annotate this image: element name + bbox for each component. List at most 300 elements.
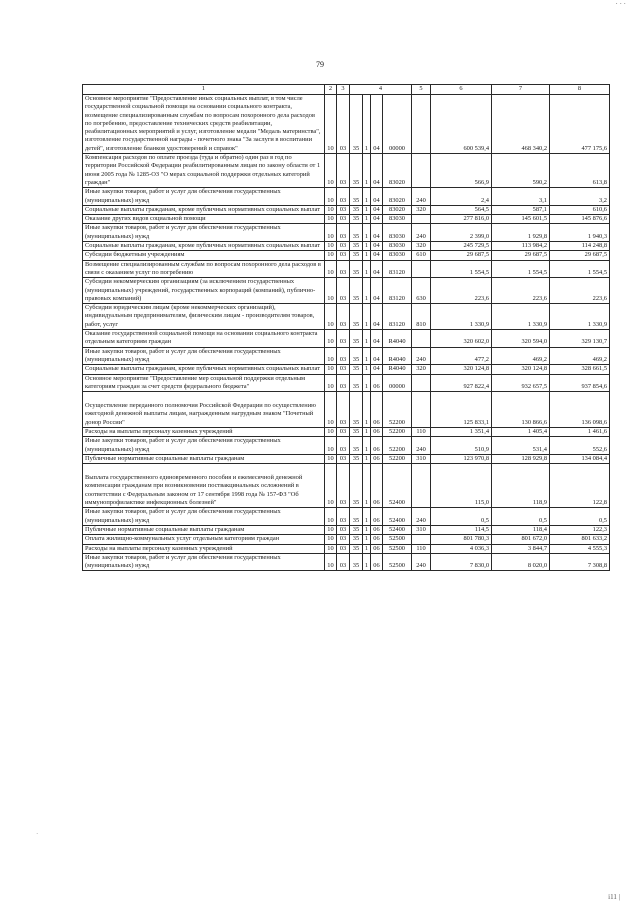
code-program: 35 (350, 544, 363, 553)
code-expense-type: 310 (412, 454, 431, 463)
code-subsection: 03 (337, 154, 350, 188)
code-event: 06 (371, 374, 383, 392)
code-subprogram: 1 (363, 95, 371, 154)
code-section: 10 (325, 278, 337, 304)
code-subsection: 03 (337, 205, 350, 214)
value-year-2: 118,9 (492, 464, 550, 508)
value-year-2: 932 657,5 (492, 374, 550, 392)
row-name: Оказание государственной социальной помощи на основании социального контракта отдельным категориям граждан (83, 330, 325, 348)
footer-mark: i11 | (608, 893, 620, 901)
page-number: 79 (316, 60, 324, 69)
value-year-3: 329 130,7 (550, 330, 610, 348)
code-direction: 00000 (383, 374, 412, 392)
code-subprogram: 1 (363, 508, 371, 526)
code-subsection: 03 (337, 304, 350, 330)
value-year-2: 1 405,4 (492, 427, 550, 436)
code-section: 10 (325, 330, 337, 348)
value-year-1: 1 330,9 (431, 304, 492, 330)
value-year-2: 223,6 (492, 278, 550, 304)
table-row (83, 224, 610, 242)
code-expense-type (412, 535, 431, 544)
header-col-8: 8 (550, 85, 610, 95)
row-name: Иные закупки товаров, работ и услуг для обеспечения государственных (муниципальных) нужд (83, 188, 325, 206)
code-direction: 83020 (383, 154, 412, 188)
code-event: 04 (371, 242, 383, 251)
code-section: 10 (325, 365, 337, 374)
code-subsection: 03 (337, 347, 350, 365)
header-col-7: 7 (492, 85, 550, 95)
code-program: 35 (350, 278, 363, 304)
code-expense-type (412, 260, 431, 278)
value-year-2: 130 866,6 (492, 392, 550, 428)
table-row (83, 95, 610, 154)
code-expense-type: 320 (412, 242, 431, 251)
code-expense-type: 240 (412, 347, 431, 365)
code-event: 04 (371, 95, 383, 154)
code-expense-type: 240 (412, 224, 431, 242)
code-event: 04 (371, 260, 383, 278)
code-event: 06 (371, 508, 383, 526)
table-row (83, 154, 610, 188)
code-subprogram: 1 (363, 427, 371, 436)
code-section: 10 (325, 154, 337, 188)
value-year-2: 118,4 (492, 525, 550, 534)
code-expense-type: 630 (412, 278, 431, 304)
table-row (83, 374, 610, 392)
code-subprogram: 1 (363, 454, 371, 463)
value-year-2: 320 594,0 (492, 330, 550, 348)
code-event: 04 (371, 224, 383, 242)
code-section: 10 (325, 95, 337, 154)
code-subsection: 03 (337, 260, 350, 278)
value-year-1: 2,4 (431, 188, 492, 206)
code-direction: 83030 (383, 242, 412, 251)
code-subsection: 03 (337, 242, 350, 251)
table-row (83, 427, 610, 436)
code-subprogram: 1 (363, 330, 371, 348)
row-name: Основное мероприятие "Предоставление мер социальной поддержки отдельным категориям граждан за счет средств федерального бюджета" (83, 374, 325, 392)
code-expense-type: 310 (412, 525, 431, 534)
code-program: 35 (350, 464, 363, 508)
table-header-row (83, 85, 610, 95)
code-program: 35 (350, 535, 363, 544)
code-expense-type (412, 392, 431, 428)
header-col-1: 1 (83, 85, 325, 95)
code-program: 35 (350, 392, 363, 428)
value-year-3: 801 633,2 (550, 535, 610, 544)
code-subsection: 03 (337, 224, 350, 242)
table-row (83, 544, 610, 553)
value-year-1: 2 399,0 (431, 224, 492, 242)
code-subprogram: 1 (363, 544, 371, 553)
value-year-3: 136 098,6 (550, 392, 610, 428)
table-row (83, 188, 610, 206)
value-year-1: 566,9 (431, 154, 492, 188)
value-year-2: 1 330,9 (492, 304, 550, 330)
code-section: 10 (325, 535, 337, 544)
code-subsection: 03 (337, 464, 350, 508)
value-year-1: 510,9 (431, 437, 492, 455)
value-year-3: 328 661,5 (550, 365, 610, 374)
value-year-1: 115,0 (431, 464, 492, 508)
value-year-3: 145 876,6 (550, 215, 610, 224)
table-row (83, 437, 610, 455)
code-program: 35 (350, 215, 363, 224)
code-event: 06 (371, 544, 383, 553)
code-event: 04 (371, 278, 383, 304)
code-expense-type: 240 (412, 437, 431, 455)
code-section: 10 (325, 392, 337, 428)
code-section: 10 (325, 347, 337, 365)
table-row (83, 304, 610, 330)
code-subsection: 03 (337, 278, 350, 304)
value-year-2: 29 687,5 (492, 251, 550, 260)
code-program: 35 (350, 347, 363, 365)
code-subsection: 03 (337, 544, 350, 553)
code-expense-type: 240 (412, 553, 431, 571)
code-program: 35 (350, 188, 363, 206)
table-row (83, 278, 610, 304)
value-year-2: 128 929,8 (492, 454, 550, 463)
code-direction: 52400 (383, 508, 412, 526)
table-row (83, 454, 610, 463)
code-expense-type: 240 (412, 188, 431, 206)
code-event: 06 (371, 464, 383, 508)
code-program: 35 (350, 95, 363, 154)
row-name: Социальные выплаты гражданам, кроме публичных нормативных социальных выплат (83, 205, 325, 214)
corner-mark: · · · (615, 0, 626, 8)
row-name: Расходы на выплаты персоналу казенных учреждений (83, 427, 325, 436)
code-program: 35 (350, 454, 363, 463)
code-direction: 52400 (383, 525, 412, 534)
code-section: 10 (325, 242, 337, 251)
header-col-2: 2 (325, 85, 337, 95)
code-subprogram: 1 (363, 304, 371, 330)
value-year-1: 29 687,5 (431, 251, 492, 260)
code-program: 35 (350, 437, 363, 455)
code-subprogram: 1 (363, 553, 371, 571)
value-year-3: 1 940,3 (550, 224, 610, 242)
code-expense-type: 320 (412, 365, 431, 374)
code-section: 10 (325, 553, 337, 571)
table-body (83, 95, 610, 571)
row-name: Возмещение специализированным службам по вопросам похоронного дела расходов в связи с оказанием услуг по погребению (83, 260, 325, 278)
code-program: 35 (350, 242, 363, 251)
code-section: 10 (325, 454, 337, 463)
table-row (83, 260, 610, 278)
code-event: 06 (371, 525, 383, 534)
value-year-3: 122,3 (550, 525, 610, 534)
table-row (83, 535, 610, 544)
table-row (83, 205, 610, 214)
value-year-3: 223,6 (550, 278, 610, 304)
table-row (83, 508, 610, 526)
value-year-1: 114,5 (431, 525, 492, 534)
value-year-1: 0,5 (431, 508, 492, 526)
value-year-2: 801 672,0 (492, 535, 550, 544)
table-row (83, 525, 610, 534)
row-name: Основное мероприятие "Предоставление иных социальных выплат, в том числе государственной социальной помощи на основании социального контракта, возмещение специализированным службам по вопросам похоронного дела расходов по погребению, предоставление технических средств реабилитации, реабилитационных мероприятий и услуг, изготовление медали "Медаль материнства", изготовление государственной награды - почетного знака "За заслуги в воспитании детей", изготовление бланков удостоверений и справок" (83, 95, 325, 154)
row-name: Осуществление переданного полномочия Российской Федерации по осуществлению ежегодной денежной выплаты лицам, награжденным нагрудным знаком "Почетный донор России" (83, 392, 325, 428)
code-subprogram: 1 (363, 525, 371, 534)
code-expense-type (412, 154, 431, 188)
code-event: 04 (371, 330, 383, 348)
code-program: 35 (350, 260, 363, 278)
code-expense-type: 320 (412, 205, 431, 214)
code-direction: 83020 (383, 205, 412, 214)
code-event: 04 (371, 215, 383, 224)
value-year-2: 590,2 (492, 154, 550, 188)
value-year-2: 145 601,5 (492, 215, 550, 224)
code-expense-type (412, 374, 431, 392)
row-name: Компенсация расходов по оплате проезда (туда и обратно) один раз в год по территории Российской Федерации реабилитированным лицам по закону области от 1 июня 2005 года № 1285-ОЗ "О мерах социальной поддержки отдельных категорий граждан" (83, 154, 325, 188)
code-program: 35 (350, 224, 363, 242)
value-year-1: 277 816,0 (431, 215, 492, 224)
code-event: 06 (371, 437, 383, 455)
header-col-4: 4 (350, 85, 412, 95)
code-subsection: 03 (337, 427, 350, 436)
value-year-3: 477 175,6 (550, 95, 610, 154)
code-program: 35 (350, 205, 363, 214)
code-expense-type (412, 215, 431, 224)
code-direction: R4040 (383, 365, 412, 374)
value-year-2: 1 554,5 (492, 260, 550, 278)
value-year-2: 8 020,0 (492, 553, 550, 571)
code-section: 10 (325, 508, 337, 526)
value-year-3: 552,6 (550, 437, 610, 455)
code-section: 10 (325, 437, 337, 455)
table-row (83, 215, 610, 224)
code-section: 10 (325, 205, 337, 214)
code-subprogram: 1 (363, 535, 371, 544)
edge-mark: · (36, 830, 39, 838)
code-program: 35 (350, 553, 363, 571)
code-subprogram: 1 (363, 242, 371, 251)
value-year-1: 4 036,3 (431, 544, 492, 553)
row-name: Иные закупки товаров, работ и услуг для обеспечения государственных (муниципальных) нужд (83, 224, 325, 242)
code-subsection: 03 (337, 553, 350, 571)
code-subsection: 03 (337, 437, 350, 455)
row-name: Иные закупки товаров, работ и услуг для обеспечения государственных (муниципальных) нужд (83, 508, 325, 526)
code-expense-type: 810 (412, 304, 431, 330)
code-direction: 52500 (383, 553, 412, 571)
code-direction: 52200 (383, 427, 412, 436)
value-year-1: 927 822,4 (431, 374, 492, 392)
code-section: 10 (325, 525, 337, 534)
code-expense-type: 610 (412, 251, 431, 260)
value-year-2: 531,4 (492, 437, 550, 455)
code-subsection: 03 (337, 508, 350, 526)
value-year-3: 1 330,9 (550, 304, 610, 330)
value-year-2: 587,1 (492, 205, 550, 214)
code-direction: 83020 (383, 188, 412, 206)
code-subprogram: 1 (363, 205, 371, 214)
row-name: Иные закупки товаров, работ и услуг для обеспечения государственных (муниципальных) нужд (83, 553, 325, 571)
value-year-3: 469,2 (550, 347, 610, 365)
row-name: Иные закупки товаров, работ и услуг для обеспечения государственных (муниципальных) нужд (83, 437, 325, 455)
code-subprogram: 1 (363, 278, 371, 304)
value-year-1: 123 970,8 (431, 454, 492, 463)
value-year-3: 7 308,8 (550, 553, 610, 571)
table-row (83, 242, 610, 251)
code-subsection: 03 (337, 392, 350, 428)
code-section: 10 (325, 544, 337, 553)
table-row (83, 553, 610, 571)
value-year-3: 3,2 (550, 188, 610, 206)
value-year-1: 1 554,5 (431, 260, 492, 278)
value-year-3: 4 555,3 (550, 544, 610, 553)
code-direction: 52500 (383, 535, 412, 544)
code-subsection: 03 (337, 525, 350, 534)
row-name: Публичные нормативные социальные выплаты гражданам (83, 454, 325, 463)
code-event: 04 (371, 251, 383, 260)
value-year-2: 113 984,2 (492, 242, 550, 251)
row-name: Оплата жилищно-коммунальных услуг отдельным категориям граждан (83, 535, 325, 544)
code-program: 35 (350, 251, 363, 260)
code-expense-type: 110 (412, 427, 431, 436)
value-year-3: 613,8 (550, 154, 610, 188)
value-year-3: 1 461,6 (550, 427, 610, 436)
code-direction: 52200 (383, 392, 412, 428)
code-subprogram: 1 (363, 188, 371, 206)
code-subprogram: 1 (363, 365, 371, 374)
code-subsection: 03 (337, 95, 350, 154)
code-direction: 00000 (383, 95, 412, 154)
code-direction: 83030 (383, 251, 412, 260)
code-direction: 83120 (383, 304, 412, 330)
code-section: 10 (325, 188, 337, 206)
value-year-1: 245 729,5 (431, 242, 492, 251)
code-section: 10 (325, 374, 337, 392)
code-subsection: 03 (337, 215, 350, 224)
value-year-3: 0,5 (550, 508, 610, 526)
code-program: 35 (350, 427, 363, 436)
code-direction: 52200 (383, 454, 412, 463)
code-program: 35 (350, 508, 363, 526)
code-expense-type (412, 95, 431, 154)
code-expense-type: 240 (412, 508, 431, 526)
code-program: 35 (350, 330, 363, 348)
value-year-2: 3,1 (492, 188, 550, 206)
code-subsection: 03 (337, 454, 350, 463)
header-col-6: 6 (431, 85, 492, 95)
row-name: Субсидии юридическим лицам (кроме некоммерческих организаций), индивидуальным предпринимателям, физическим лицам - производителям товаров, работ, услуг (83, 304, 325, 330)
table-row (83, 464, 610, 508)
code-section: 10 (325, 251, 337, 260)
row-name: Субсидии некоммерческим организациям (за исключением государственных (муниципальных) учреждений, государственных корпораций (компаний), публично-правовых компаний) (83, 278, 325, 304)
row-name: Оказание других видов социальной помощи (83, 215, 325, 224)
code-expense-type (412, 464, 431, 508)
code-subprogram: 1 (363, 224, 371, 242)
code-subprogram: 1 (363, 437, 371, 455)
value-year-3: 937 854,6 (550, 374, 610, 392)
code-event: 06 (371, 392, 383, 428)
code-direction: 83030 (383, 224, 412, 242)
code-event: 06 (371, 454, 383, 463)
code-section: 10 (325, 260, 337, 278)
table-row (83, 251, 610, 260)
code-program: 35 (350, 365, 363, 374)
code-direction: 52200 (383, 437, 412, 455)
value-year-1: 320 124,8 (431, 365, 492, 374)
value-year-1: 564,5 (431, 205, 492, 214)
code-subsection: 03 (337, 374, 350, 392)
value-year-1: 801 780,3 (431, 535, 492, 544)
value-year-3: 122,8 (550, 464, 610, 508)
value-year-2: 468 340,2 (492, 95, 550, 154)
code-direction: 52400 (383, 464, 412, 508)
row-name: Публичные нормативные социальные выплаты гражданам (83, 525, 325, 534)
value-year-2: 320 124,8 (492, 365, 550, 374)
code-section: 10 (325, 224, 337, 242)
value-year-1: 223,6 (431, 278, 492, 304)
row-name: Субсидии бюджетным учреждениям (83, 251, 325, 260)
code-event: 04 (371, 304, 383, 330)
code-subsection: 03 (337, 535, 350, 544)
code-direction: 52500 (383, 544, 412, 553)
code-direction: 83120 (383, 278, 412, 304)
code-subprogram: 1 (363, 154, 371, 188)
code-direction: 83120 (383, 260, 412, 278)
code-subprogram: 1 (363, 392, 371, 428)
row-name: Расходы на выплаты персоналу казенных учреждений (83, 544, 325, 553)
code-subsection: 03 (337, 251, 350, 260)
row-name: Иные закупки товаров, работ и услуг для обеспечения государственных (муниципальных) нужд (83, 347, 325, 365)
header-col-3: 3 (337, 85, 350, 95)
value-year-2: 1 929,8 (492, 224, 550, 242)
code-section: 10 (325, 215, 337, 224)
code-subprogram: 1 (363, 464, 371, 508)
code-expense-type (412, 330, 431, 348)
row-name: Социальные выплаты гражданам, кроме публичных нормативных социальных выплат (83, 242, 325, 251)
row-name: Социальные выплаты гражданам, кроме публичных нормативных социальных выплат (83, 365, 325, 374)
value-year-2: 0,5 (492, 508, 550, 526)
code-section: 10 (325, 427, 337, 436)
code-event: 06 (371, 535, 383, 544)
value-year-3: 114 248,8 (550, 242, 610, 251)
code-subsection: 03 (337, 365, 350, 374)
code-subprogram: 1 (363, 251, 371, 260)
code-event: 04 (371, 365, 383, 374)
code-section: 10 (325, 464, 337, 508)
code-direction: R4040 (383, 330, 412, 348)
value-year-1: 320 602,0 (431, 330, 492, 348)
header-col-5: 5 (412, 85, 431, 95)
value-year-1: 600 539,4 (431, 95, 492, 154)
value-year-1: 1 351,4 (431, 427, 492, 436)
code-section: 10 (325, 304, 337, 330)
code-event: 06 (371, 553, 383, 571)
value-year-3: 610,6 (550, 205, 610, 214)
code-event: 04 (371, 205, 383, 214)
code-subprogram: 1 (363, 347, 371, 365)
code-event: 04 (371, 154, 383, 188)
code-expense-type: 110 (412, 544, 431, 553)
code-subprogram: 1 (363, 374, 371, 392)
code-event: 06 (371, 427, 383, 436)
code-subprogram: 1 (363, 215, 371, 224)
code-program: 35 (350, 525, 363, 534)
value-year-1: 7 830,0 (431, 553, 492, 571)
code-subsection: 03 (337, 330, 350, 348)
value-year-3: 29 687,5 (550, 251, 610, 260)
code-event: 04 (371, 188, 383, 206)
code-subprogram: 1 (363, 260, 371, 278)
code-program: 35 (350, 154, 363, 188)
value-year-2: 469,2 (492, 347, 550, 365)
table-row (83, 330, 610, 348)
value-year-1: 477,2 (431, 347, 492, 365)
